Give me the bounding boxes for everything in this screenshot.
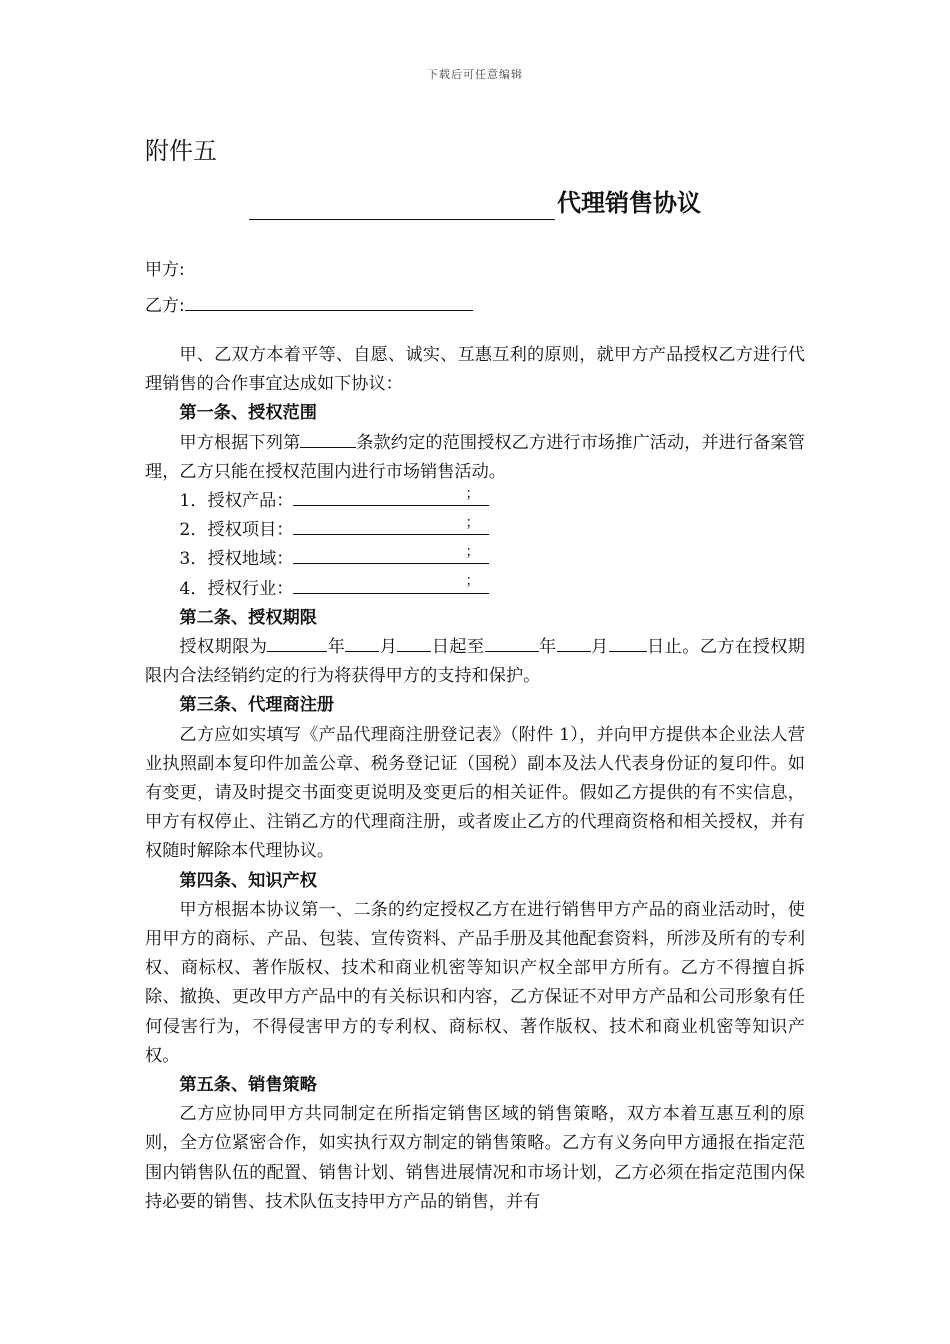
list-item-suffix: ； xyxy=(465,544,480,561)
period-text: 年 xyxy=(538,637,557,658)
period-text: 日起至 xyxy=(431,637,485,658)
list-item-blank xyxy=(293,487,489,506)
period-text: 授权期限为 xyxy=(179,637,268,658)
start-month-blank xyxy=(345,633,379,652)
intro-paragraph: 甲、乙双方本着平等、自愿、诚实、互惠互利的原则，就甲方产品授权乙方进行代理销售的合作事宜达成如下协议： xyxy=(145,345,805,395)
article3-paragraph: 乙方应如实填写《产品代理商注册登记表》（附件 1），并向甲方提供本企业法人营业执照副本复印件加盖公章、税务登记证（国税）副本及法人代表身份证的复印件。如有变更，请及时提交书面变更说明及变更后的相关证件。假如乙方提供的有不实信息，甲方有权停止、注销乙方的代理商注册，或者废止乙方的代理商资格和相关授权，并有权随时解除本代理协议。 xyxy=(145,724,805,862)
list-item-label: 1．授权产品： xyxy=(179,491,294,512)
list-item-blank xyxy=(293,575,489,594)
article4-heading: 第四条、知识产权 xyxy=(179,870,317,891)
party-a-label: 甲方: xyxy=(145,260,185,280)
list-item-blank xyxy=(293,516,489,535)
article2-heading: 第二条、授权期限 xyxy=(179,607,317,628)
end-year-blank xyxy=(485,633,539,652)
end-day-blank xyxy=(609,633,647,652)
list-item-blank xyxy=(293,545,489,564)
period-text: 月 xyxy=(379,637,398,658)
article5-paragraph: 乙方应协同甲方共同制定在所指定销售区域的销售策略，双方本着互惠互利的原则，全方位紧密合作，如实执行双方制定的销售策略。乙方有义务向甲方通报在指定范围内销售队伍的配置、销售计划、销售进展情况和市场计划，乙方必须在指定范围内保持必要的销售、技术队伍支持甲方产品的销售，并有 xyxy=(145,1104,805,1212)
list-item xyxy=(145,575,805,604)
list-item-suffix: ； xyxy=(465,573,480,590)
party-b-blank-line xyxy=(185,292,473,311)
title-blank-line xyxy=(249,191,555,220)
agreement-body xyxy=(145,341,805,1217)
article4-paragraph: 甲方根据本协议第一、二条的约定授权乙方在进行销售甲方产品的商业活动时，使用甲方的商标、产品、包装、宣传资料、产品手册及其他配套资料，所涉及所有的专利权、商标权、著作版权、技术和商业机密等知识产权全部甲方所有。乙方不得擅自拆除、撤换、更改甲方产品中的有关标识和内容，乙方保证不对甲方产品和公司形象有任何侵害行为，不得侵害甲方的专利权、商标权、著作版权、技术和商业机密等知识产权。 xyxy=(145,899,805,1066)
list-item-suffix: ； xyxy=(465,485,480,502)
attachment-label: 附件五 xyxy=(145,137,217,165)
article1-paragraph xyxy=(145,429,805,487)
start-day-blank xyxy=(397,633,431,652)
article1-text-pre: 甲方根据下列第 xyxy=(179,432,301,453)
period-text: 年 xyxy=(327,637,346,658)
list-item-label: 3．授权地域： xyxy=(179,549,294,570)
document-title xyxy=(0,180,950,220)
end-month-blank xyxy=(557,633,591,652)
party-b xyxy=(145,292,473,320)
period-text: 月 xyxy=(590,637,609,658)
list-item-label: 4．授权行业： xyxy=(179,578,294,599)
header-note: 下载后可任意编辑 xyxy=(427,68,523,81)
article5-heading: 第五条、销售策略 xyxy=(179,1075,317,1096)
article2-paragraph xyxy=(145,633,805,691)
article1-heading: 第一条、授权范围 xyxy=(179,403,317,424)
title-text: 代理销售协议 xyxy=(557,189,701,217)
start-year-blank xyxy=(267,633,327,652)
article-number-blank xyxy=(300,429,356,448)
list-item-suffix: ； xyxy=(465,515,480,532)
party-a xyxy=(145,256,185,284)
article1-text-post: 条款约定的范围授权乙方进行市场推广活动，并进行备案管理，乙方只能在授权范围内进行市场销售活动。 xyxy=(145,432,805,482)
party-b-label: 乙方: xyxy=(145,296,185,316)
period-text: 日止。乙方在授权期限内合法经销约定的行为将获得甲方的支持和保护。 xyxy=(145,637,805,687)
article3-heading: 第三条、代理商注册 xyxy=(179,695,335,716)
list-item-label: 2．授权项目： xyxy=(179,520,294,541)
